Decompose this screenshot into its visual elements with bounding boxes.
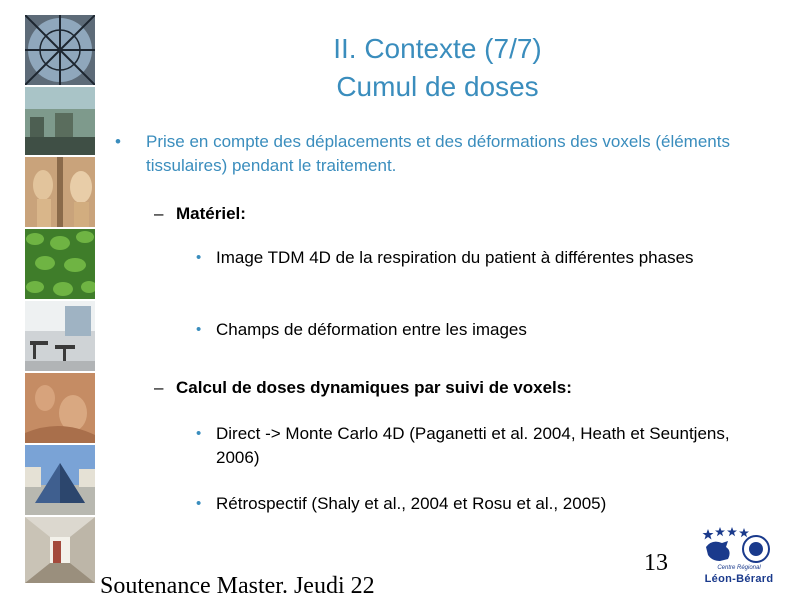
bullet-marker: • (196, 495, 202, 512)
logo-line2: Léon-Bérard (704, 573, 774, 585)
page-number: 13 (644, 550, 668, 576)
dash-marker: – (154, 378, 164, 397)
sculpture-photo (25, 157, 95, 227)
bullet-marker: • (196, 425, 202, 442)
slide-title-line1: II. Contexte (7/7) (333, 33, 542, 64)
relief-photo (25, 373, 95, 443)
glass-roof-photo (25, 15, 95, 85)
list-item (196, 492, 736, 516)
dash-marker: – (154, 204, 164, 223)
list-item-text: Image TDM 4D de la respiration du patient à différentes phases (216, 248, 694, 267)
section-calcul (154, 376, 572, 400)
hallway-photo (25, 517, 95, 583)
leaves-photo (25, 229, 95, 299)
bullet-marker: • (196, 321, 202, 338)
logo-line1: Centre Régional (717, 565, 761, 571)
bullet-marker: • (196, 249, 202, 266)
main-bullet-text: Prise en compte des déplacements et des déformations des voxels (éléments tissulaires) pendant le traitement. (146, 132, 730, 175)
slide-title-line2: Cumul de doses (336, 71, 539, 102)
list-item (196, 422, 736, 470)
section-materiel-label: Matériel: (176, 204, 246, 223)
photo-strip (25, 15, 95, 583)
footer-text: Soutenance Master. Jeudi 22 (100, 573, 375, 599)
logo-emblem-icon (698, 525, 780, 565)
pyramid-photo (25, 445, 95, 515)
list-item (196, 246, 736, 270)
list-item-text: Champs de déformation entre les images (216, 320, 527, 339)
slide-title (200, 30, 675, 106)
section-calcul-label: Calcul de doses dynamiques par suivi de voxels: (176, 378, 572, 397)
lobby-photo (25, 87, 95, 155)
section-materiel (154, 202, 246, 226)
cafeteria-photo (25, 301, 95, 371)
logo (698, 525, 780, 595)
main-bullet (110, 130, 750, 178)
list-item-text: Direct -> Monte Carlo 4D (Paganetti et al. 2004, Heath et Seuntjens, 2006) (216, 424, 730, 467)
bullet-marker: • (115, 132, 121, 151)
list-item (196, 318, 736, 342)
list-item-text: Rétrospectif (Shaly et al., 2004 et Rosu et al., 2005) (216, 494, 607, 513)
